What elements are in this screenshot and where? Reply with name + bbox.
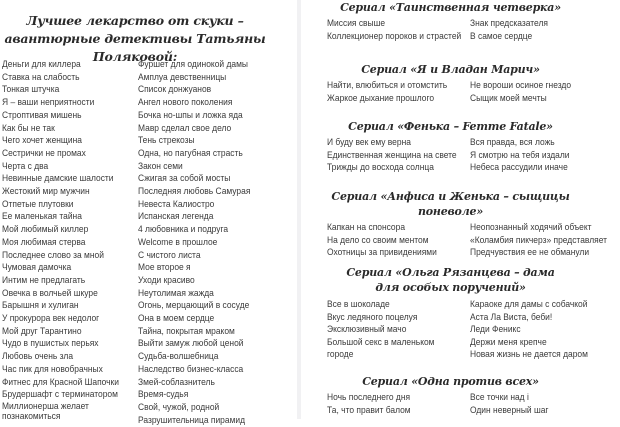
- series-books-column-1: [327, 80, 470, 105]
- book-title: Закон семи: [138, 160, 183, 172]
- book-title: Свой, чужой, родной: [138, 401, 220, 413]
- book-title: Невинные дамские шалости: [2, 173, 114, 185]
- heading-line-2: авантюрные детективы Татьяны Поляковой:: [4, 31, 266, 64]
- book-title: Коллекционер пороков и страстей: [327, 30, 462, 42]
- book-title: Брудершафт с терминатором: [2, 389, 118, 401]
- book-title: Жаркое дыхание прошлого: [327, 92, 435, 104]
- heading-line-1: Лучшее лекарство от скуки –: [26, 13, 244, 28]
- book-title: Небеса рассудили иначе: [470, 162, 568, 174]
- book-title: Невеста Калиостро: [138, 198, 215, 210]
- series-books-column-1: [327, 222, 470, 260]
- book-title: Барышня и хулиган: [2, 300, 79, 312]
- series-olga-ryazantseva: [301, 265, 600, 364]
- book-list-column-2: [138, 59, 288, 427]
- book-title: В самое сердце: [470, 30, 533, 42]
- book-title: Миллионерша желает познакомиться: [2, 400, 89, 423]
- book-title: Уходи красиво: [138, 274, 195, 286]
- book-title: Капкан на спонсора: [327, 222, 406, 233]
- book-title: Она в моем сердце: [138, 313, 215, 325]
- series-books: [301, 299, 600, 364]
- book-title: Время-судья: [138, 389, 189, 401]
- book-title: Тень стрекозы: [138, 135, 195, 147]
- book-title: Единственная женщина на свете: [327, 149, 457, 161]
- series-books-column-1: [327, 299, 470, 364]
- book-title: Последнее слово за мной: [2, 249, 104, 261]
- book-title: Караоке для дамы с собачкой: [470, 299, 588, 310]
- book-title: Интим не предлагать: [2, 274, 86, 286]
- book-title: На дело со своим ментом: [327, 234, 429, 246]
- book-title: Испанская легенда: [138, 211, 214, 223]
- series-title-line-1: Сериал «Ольга Рязанцева – дама: [346, 266, 555, 279]
- book-title: Мой любимый киллер: [2, 224, 89, 236]
- book-title: Знак предсказателя: [470, 18, 548, 29]
- book-title: Чудо в пушистых перьях: [2, 338, 99, 350]
- series-books: [301, 222, 607, 260]
- series-books: [301, 18, 600, 43]
- book-title: Держи меня крепче: [470, 336, 547, 348]
- series-books-column-2: [470, 137, 620, 175]
- series-books-column-2: [470, 80, 620, 105]
- book-title: Ангел нового поколения: [138, 97, 233, 109]
- book-title: Большой секс в маленьком городе: [327, 336, 435, 361]
- book-title: Фуршет для одинокой дамы: [138, 59, 248, 70]
- book-title: 4 любовника и подруга: [138, 224, 229, 236]
- series-title: [301, 265, 600, 295]
- book-title: Ставка на слабость: [2, 71, 80, 83]
- book-title: Вся правда, вся ложь: [470, 137, 555, 148]
- book-title: Ее маленькая тайна: [2, 211, 82, 223]
- series-odna-protiv-vseh: [301, 374, 600, 417]
- book-title: Змей-соблазнитель: [138, 376, 215, 388]
- series-ya-i-vladan-marich: [301, 62, 600, 105]
- book-title: Чего хочет женщина: [2, 135, 82, 147]
- series-books: [301, 137, 600, 175]
- book-title: Вкус ледяного поцелуя: [327, 311, 418, 323]
- book-title: Строптивая мишень: [2, 109, 82, 121]
- book-title: Я – ваши неприятности: [2, 97, 95, 109]
- series-title: Сериал «Таинственная четверка»: [340, 1, 561, 14]
- book-title: Неопознанный ходячий объект: [470, 222, 592, 233]
- series-title: Сериал «Фенька – Femme Fatale»: [348, 120, 553, 133]
- book-title: «Коламбия пикчерз» представляет: [470, 234, 607, 246]
- book-title: У прокурора век недолог: [2, 313, 100, 325]
- book-title: Фитнес для Красной Шапочки: [2, 376, 119, 388]
- book-title: Трижды до восхода солнца: [327, 162, 434, 174]
- book-title: Список донжуанов: [138, 84, 212, 96]
- book-title: Аста Ла Виста, беби!: [470, 311, 553, 323]
- right-page: [301, 0, 607, 419]
- series-books-column-1: [327, 18, 470, 43]
- book-title: Сестрички не промах: [2, 147, 86, 159]
- book-title: Одна, но пагубная страсть: [138, 147, 243, 159]
- book-title: Один неверный шаг: [470, 404, 549, 416]
- book-list: [2, 59, 292, 427]
- book-list-heading: [0, 12, 270, 66]
- book-list-column-1: [2, 59, 138, 427]
- book-title: Миссия свыше: [327, 18, 386, 29]
- series-title-line-2: для особых поручений»: [375, 281, 526, 294]
- book-title: Та, что правит балом: [327, 404, 411, 416]
- book-title: Деньги для киллера: [2, 59, 81, 70]
- book-title: Эксклюзивный мачо: [327, 324, 407, 336]
- book-title: Все в шоколаде: [327, 299, 390, 310]
- series-anfisa-i-zhenka: [301, 189, 607, 260]
- book-title: Мое второе я: [138, 262, 191, 274]
- book-title: Час пик для новобрачных: [2, 363, 103, 375]
- book-title: Неутолимая жажда: [138, 287, 214, 299]
- book-title: Тонкая штучка: [2, 84, 60, 96]
- book-title: Предчувствия ее не обманули: [470, 247, 590, 259]
- series-tainstvennaya-chetverka: [301, 0, 600, 43]
- book-title: Все точки над i: [470, 392, 529, 403]
- book-title: Черта с два: [2, 160, 49, 172]
- series-fenka-femme-fatale: [301, 119, 600, 175]
- book-title: Отпетые плутовки: [2, 198, 74, 210]
- series-title: Сериал «Анфиса и Женька – сыщицы поневоле»: [331, 190, 570, 218]
- book-title: Леди Феникс: [470, 324, 521, 336]
- book-title: С чистого листа: [138, 249, 201, 261]
- book-title: Как бы не так: [2, 122, 55, 134]
- series-books-column-2: [470, 18, 620, 43]
- book-title: Не вороши осиное гнездо: [470, 80, 572, 91]
- book-title: Последняя любовь Самурая: [138, 186, 251, 198]
- book-title: Тайна, покрытая мраком: [138, 325, 235, 337]
- book-title: Выйти замуж любой ценой: [138, 338, 244, 350]
- book-title: Охотницы за привидениями: [327, 247, 437, 259]
- book-title: Welcome в прошлое: [138, 236, 218, 248]
- book-title: Мой друг Тарантино: [2, 325, 82, 337]
- book-title: Моя любимая стерва: [2, 236, 86, 248]
- book-title: И буду век ему верна: [327, 137, 411, 148]
- left-page: [0, 0, 297, 426]
- book-title: Чумовая дамочка: [2, 262, 72, 274]
- book-title: Огонь, мерцающий в сосуде: [138, 300, 250, 312]
- book-title: Любовь очень зла: [2, 351, 74, 363]
- series-books-column-2: [470, 299, 620, 364]
- book-title: Мавр сделал свое дело: [138, 122, 232, 134]
- book-title: Сыщик моей мечты: [470, 92, 547, 104]
- book-title: Найти, влюбиться и отомстить: [327, 80, 448, 91]
- book-title: Разрушительница пирамид: [138, 414, 246, 426]
- series-title: Сериал «Я и Владан Марич»: [361, 63, 540, 76]
- book-title: Сжигая за собой мосты: [138, 173, 231, 185]
- book-title: Наследство бизнес-класса: [138, 363, 244, 375]
- series-books: [301, 392, 600, 417]
- book-title: Амплуа девственницы: [138, 71, 227, 83]
- series-title: Сериал «Одна против всех»: [362, 375, 539, 388]
- book-title: Жестокий мир мужчин: [2, 186, 90, 198]
- book-title: Овечка в волчьей шкуре: [2, 287, 98, 299]
- series-books-column-1: [327, 392, 470, 417]
- book-title: Я смотрю на тебя издали: [470, 149, 570, 161]
- book-title: Бочка но-шпы и ложка яда: [138, 109, 243, 121]
- series-books-column-2: [470, 222, 620, 260]
- book-title: Новая жизнь не дается даром: [470, 349, 588, 361]
- series-books: [301, 80, 600, 105]
- book-title: Ночь последнего дня: [327, 392, 411, 403]
- series-books-column-1: [327, 137, 470, 175]
- series-books-column-2: [470, 392, 620, 417]
- book-title: Судьба-волшебница: [138, 351, 219, 363]
